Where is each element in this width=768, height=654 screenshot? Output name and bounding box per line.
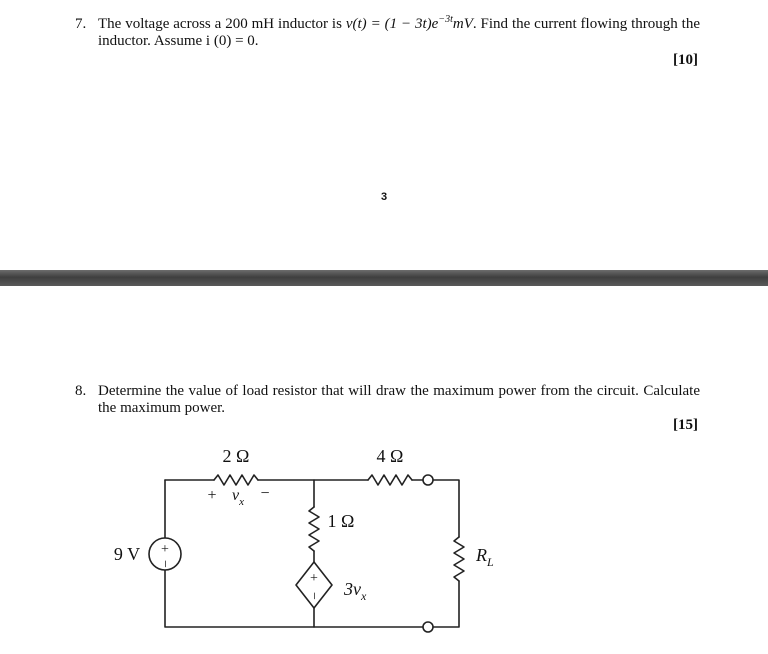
question-number: 7. bbox=[75, 16, 87, 32]
dep-source-plus-sign: + bbox=[310, 571, 318, 586]
question-text-part2: . Find the current flowing through the inductor. Assume i (0) = 0. bbox=[98, 16, 701, 49]
resistor-4ohm-label: 4 Ω bbox=[376, 446, 404, 466]
equation-exponent: −3t bbox=[438, 14, 453, 25]
load-subscript: L bbox=[487, 555, 494, 569]
circuit-diagram bbox=[0, 286, 768, 654]
page-4 bbox=[0, 286, 768, 654]
page-3 bbox=[0, 0, 768, 270]
load-symbol: R bbox=[476, 545, 487, 565]
wire bbox=[165, 570, 428, 627]
equation-unit: mV bbox=[452, 16, 473, 32]
page-number: 3 bbox=[381, 191, 388, 203]
vx-symbol: v bbox=[232, 487, 240, 504]
vx-label bbox=[232, 487, 244, 508]
question-text: Determine the value of load resistor that will draw the maximum power from the circuit. Calculate the maximum power. bbox=[98, 383, 700, 416]
load-resistor-label bbox=[475, 545, 494, 569]
terminal-top bbox=[423, 475, 433, 485]
vx-minus-label: − bbox=[260, 485, 270, 502]
source-minus-sign: − bbox=[157, 560, 172, 568]
dep-source-minus-sign: − bbox=[306, 592, 321, 600]
resistor-2ohm-label: 2 Ω bbox=[222, 446, 250, 466]
voltage-equation bbox=[346, 16, 473, 32]
question-marks: [10] bbox=[673, 52, 698, 68]
equation-base: v(t) = (1 − 3t)e bbox=[345, 16, 439, 32]
resistor-4ohm bbox=[368, 475, 412, 485]
vx-plus-label: + bbox=[207, 487, 217, 504]
vx-subscript: x bbox=[239, 496, 244, 508]
resistor-2ohm bbox=[214, 475, 258, 485]
question-text-part1: The voltage across a 200 mH inductor is bbox=[98, 16, 346, 32]
page-break bbox=[0, 270, 768, 286]
question-text bbox=[98, 16, 700, 50]
wire bbox=[433, 581, 459, 627]
voltage-source-label: 9 V bbox=[113, 544, 141, 564]
dep-source-value: 3v bbox=[344, 579, 361, 599]
resistor-1ohm-label: 1 Ω bbox=[327, 511, 355, 531]
dep-source-label bbox=[343, 579, 367, 603]
resistor-1ohm bbox=[309, 507, 319, 551]
question-marks: [15] bbox=[673, 417, 698, 433]
wire bbox=[433, 480, 459, 537]
terminal-bottom bbox=[423, 622, 433, 632]
source-plus-sign: + bbox=[161, 542, 169, 557]
question-number: 8. bbox=[75, 383, 87, 399]
resistor-load bbox=[454, 537, 464, 581]
dep-source-subscript: x bbox=[361, 589, 367, 603]
